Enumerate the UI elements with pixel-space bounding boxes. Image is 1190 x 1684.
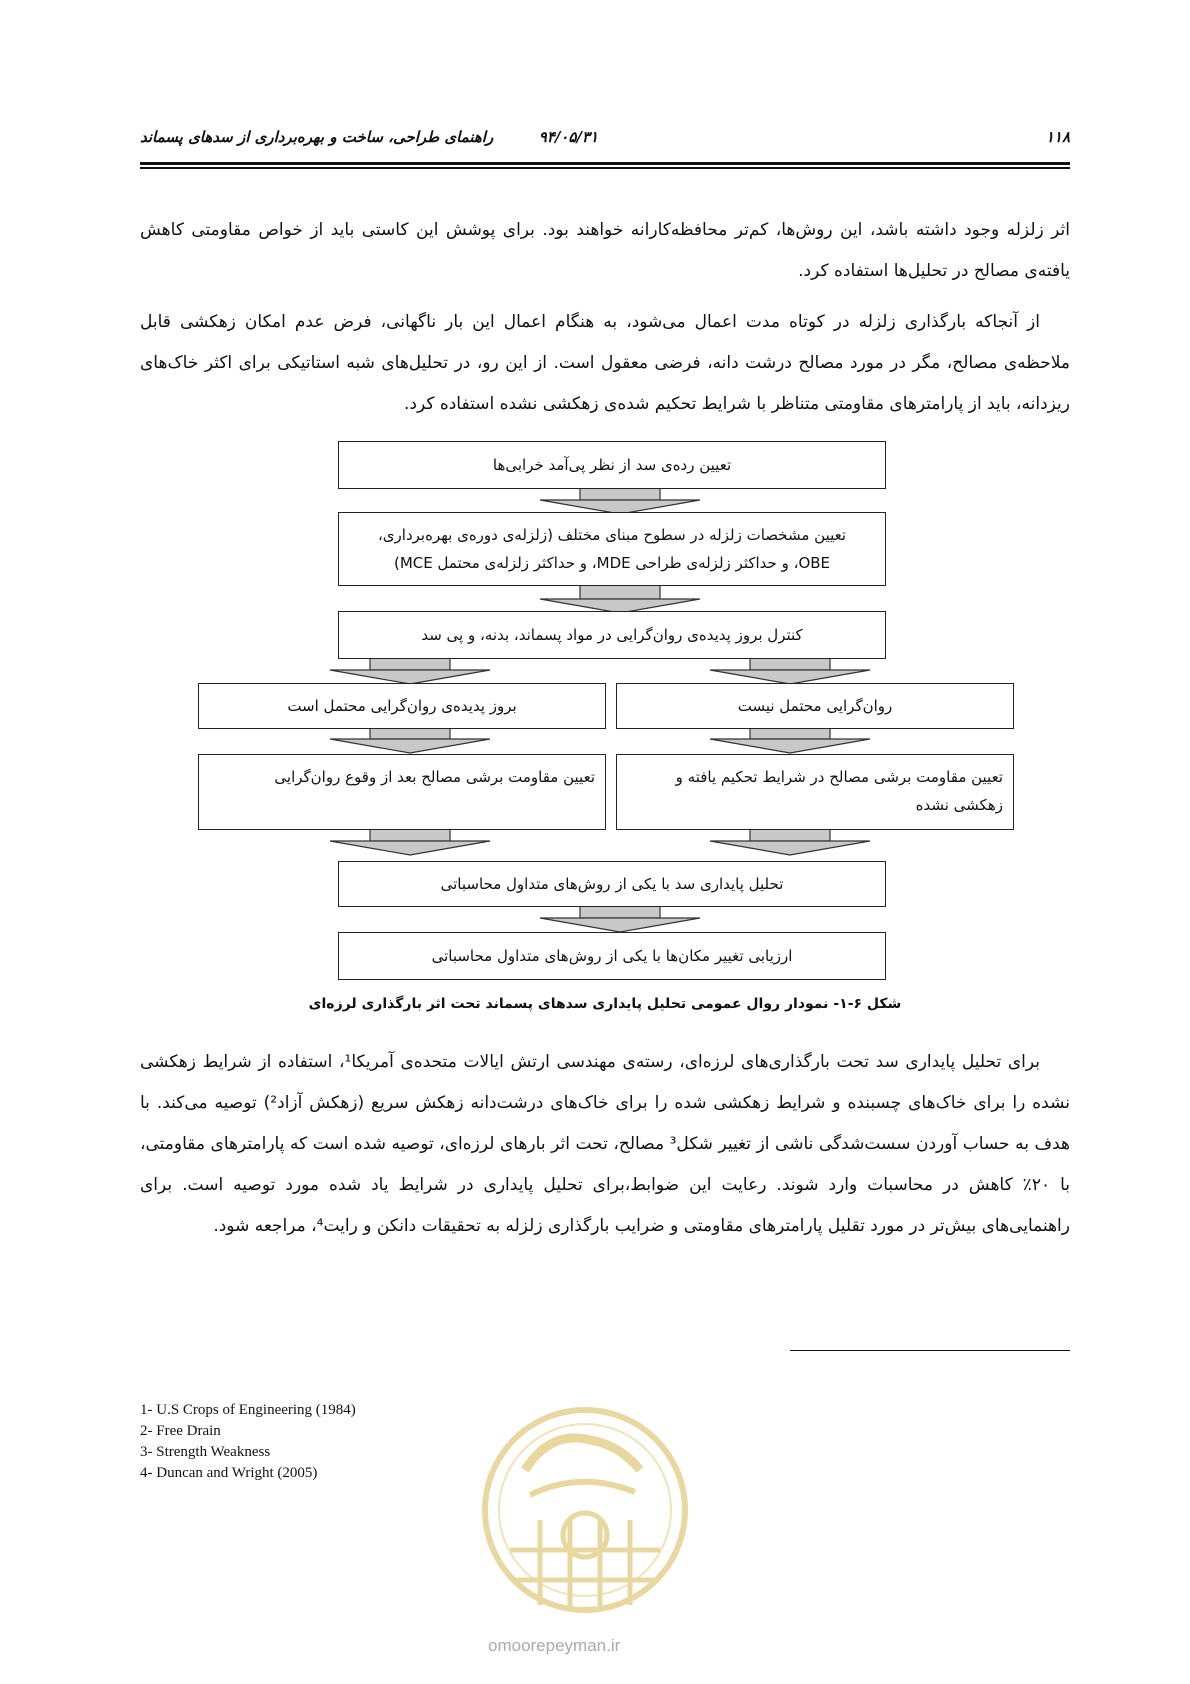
footnote-3: 3- Strength Weakness — [140, 1444, 271, 1460]
arrow-1-2 — [540, 486, 700, 514]
figure-caption: شکل ۶-۱- نمودار روال عمومی تحلیل پایداری سدهای پسماند تحت اثر بارگذاری لرزه‌ای — [308, 996, 902, 1012]
header-date: ۹۴/۰۵/۳۱ — [538, 128, 598, 146]
flow-box-stability-analysis — [338, 861, 886, 907]
flow-box-displacement-evaluation — [338, 932, 886, 980]
flow-box-liquefaction-check — [338, 611, 886, 659]
flow-box-liquefaction-unlikely — [616, 683, 1014, 729]
arrow-5-right — [710, 827, 870, 855]
arrow-6-7 — [540, 904, 700, 932]
arrow-5-left — [330, 827, 490, 855]
flow-box-residual-strength — [198, 754, 606, 830]
arrow-2-3 — [540, 585, 700, 613]
arrow-3-right — [710, 656, 870, 684]
watermark-logo — [470, 1400, 700, 1640]
flow-box-undrained-strength — [616, 754, 1014, 830]
flow-box-liquefaction-check-text: کنترل بروز پدیده‌ی روان‌گرایی در مواد پسماند، بدنه، و پی سد — [421, 626, 803, 644]
arrow-4-right — [710, 725, 870, 753]
paragraph-2: از آنجاکه بارگذاری زلزله در کوتاه مدت اعمال می‌شود، به هنگام اعمال این بار ناگهانی، فرض عدم امکان زهکشی قابل ملاحظه‌ی مصالح، مگر در مورد مصالح درشت دانه، فرضی معقول است. از این رو، در تحلیل‌های شبه استاتیکی برای اکثر خاک‌های ریزدانه، باید از پارامترهای مقاومتی متناظر با شرایط تحکیم شده‌ی زهکشی نشده استفاده کرد. — [140, 312, 1070, 414]
flow-box-liquefaction-likely-text: بروز پدیده‌ی روان‌گرایی محتمل است — [287, 697, 517, 715]
footnote-rule — [790, 1350, 1070, 1351]
watermark-site: omoorepeyman.ir — [488, 1636, 621, 1655]
flow-box-residual-strength-text: تعیین مقاومت برشی مصالح بعد از وقوع روان‌گرایی — [274, 768, 595, 786]
paragraph-1: اثر زلزله وجود داشته باشد، این روش‌ها، کم‌تر محافظه‌کارانه خواهند بود. برای پوشش این کاستی باید از خواص مقاومتی کاهش یافته‌ی مصالح در تحلیل‌ها استفاده کرد. — [140, 220, 1070, 281]
arrow-4-left — [330, 725, 490, 753]
header-title: راهنمای طراحی، ساخت و بهره‌برداری از سدهای پسماند — [140, 128, 494, 146]
arrow-3-left — [330, 656, 490, 684]
footnote-1: 1- U.S Crops of Engineering (1984) — [140, 1402, 356, 1418]
flow-box-liquefaction-unlikely-text: روان‌گرایی محتمل نیست — [737, 697, 893, 715]
footnote-4: 4- Duncan and Wright (2005) — [140, 1465, 318, 1481]
paragraph-3: برای تحلیل پایداری سد تحت بارگذاری‌های لرزه‌ای، رسته‌ی مهندسی ارتش ایالات متحده‌ی آمریکا¹، استفاده از شرایط زهکشی نشده را برای خاک‌های چسبنده و شرایط زهکشی شده را برای خاک‌های درشت‌دانه زهکش سریع (زهکش آزاد²) توصیه می‌کند. با هدف به حساب آوردن سست‌شدگی ناشی از تغییر شکل³ مصالح، تحت اثر بارهای لرزه‌ای، توصیه شده است که پارامترهای مقاومتی، با ۲۰٪ کاهش در محاسبات وارد شوند. رعایت این ضوابط،برای تحلیل پایداری در شرایط یاد شده مورد توصیه است. برای راهنمایی‌های بیش‌تر در مورد تقلیل پارامترهای مقاومتی و ضرایب بارگذاری زلزله به تحقیقات دانکن و رایت⁴، مراجعه شود. — [140, 1052, 1070, 1236]
flow-box-earthquake-levels-line2: OBE، و حداکثر زلزله‌ی طراحی MDE، و حداکثر زلزله‌ی محتمل MCE) — [393, 554, 831, 572]
flow-box-liquefaction-likely — [198, 683, 606, 729]
flow-box-stability-analysis-text: تحلیل پایداری سد با یکی از روش‌های متداول محاسباتی — [440, 875, 784, 893]
flow-box-dam-class — [338, 441, 886, 489]
flow-box-dam-class-text: تعیین رده‌ی سد از نظر پی‌آمد خرابی‌ها — [492, 456, 732, 474]
flow-box-earthquake-levels-line1: تعیین مشخصات زلزله در سطوح مبنای مختلف (زلزله‌ی دوره‌ی بهره‌برداری، — [377, 526, 847, 544]
flow-box-undrained-strength-text: تعیین مقاومت برشی مصالح در شرایط تحکیم یافته و زهکشی نشده — [675, 768, 1003, 814]
footnotes — [140, 1400, 356, 1484]
footnote-2: 2- Free Drain — [140, 1423, 221, 1439]
flow-box-earthquake-levels — [338, 512, 886, 586]
page-number: ۱۱۸ — [1045, 128, 1070, 146]
flow-box-displacement-evaluation-text: ارزیابی تغییر مکان‌ها با یکی از روش‌های متداول محاسباتی — [431, 947, 793, 965]
